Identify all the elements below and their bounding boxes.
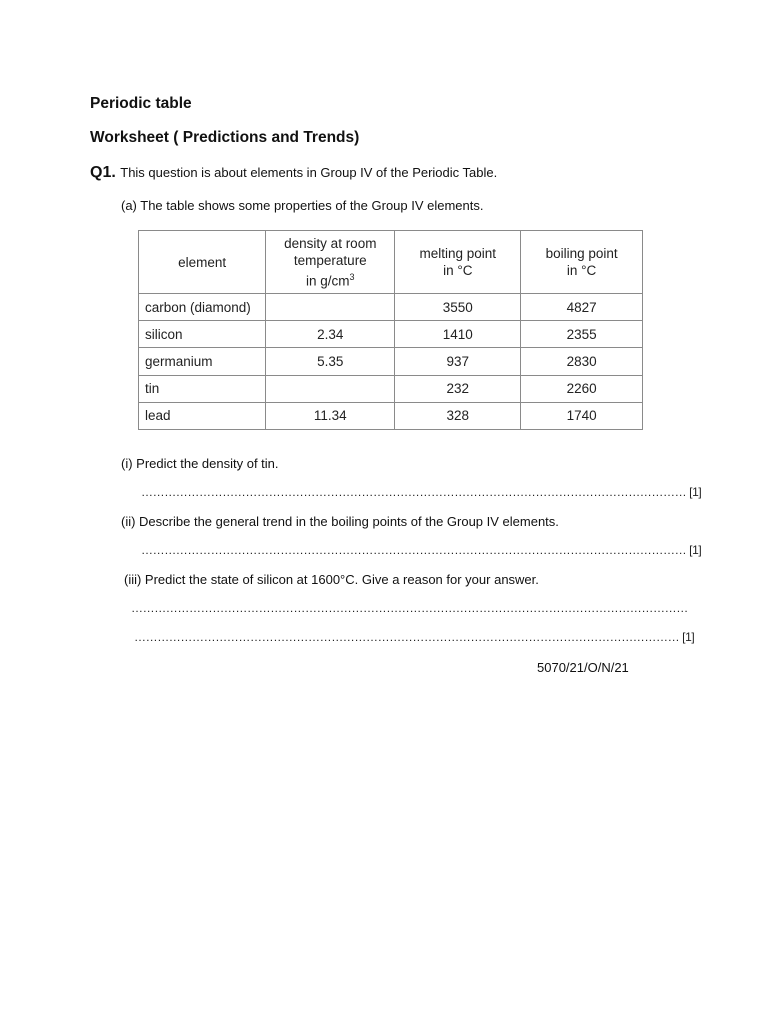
table-row xyxy=(139,294,643,321)
cell-density: 2.34 xyxy=(266,321,395,348)
cell-density: 11.34 xyxy=(266,402,395,429)
header-boiling-point: boiling point in °C xyxy=(521,231,643,294)
part-a-text: (a) The table shows some properties of the Group IV elements. xyxy=(121,198,484,213)
answer-line-i: …………………………………………………………………………………………………………………………… [1] xyxy=(141,485,702,499)
cell-element: germanium xyxy=(139,348,266,375)
part-iii-text: (iii) Predict the state of silicon at 1600°C. Give a reason for your answer. xyxy=(124,572,539,587)
cell-element: tin xyxy=(139,375,266,402)
question-1 xyxy=(90,164,497,182)
cell-density xyxy=(266,294,395,321)
answer-line-ii: …………………………………………………………………………………………………………………………… [1] xyxy=(141,543,702,557)
cell-boiling: 4827 xyxy=(521,294,643,321)
table-row xyxy=(139,348,643,375)
cell-melting: 232 xyxy=(395,375,521,402)
cell-boiling: 2355 xyxy=(521,321,643,348)
answer-line-iii-a: ……………………………………………………………………………………………………………………………… xyxy=(131,601,688,615)
cell-element: lead xyxy=(139,402,266,429)
worksheet-subtitle: Worksheet ( Predictions and Trends) xyxy=(90,129,360,146)
cell-melting: 3550 xyxy=(395,294,521,321)
cell-melting: 1410 xyxy=(395,321,521,348)
table-row xyxy=(139,321,643,348)
cell-melting: 937 xyxy=(395,348,521,375)
paper-reference: 5070/21/O/N/21 xyxy=(537,660,629,675)
table-header-row xyxy=(139,231,643,294)
question-number: Q1. xyxy=(90,164,116,181)
question-intro: This question is about elements in Group IV of the Periodic Table. xyxy=(120,165,498,180)
cell-melting: 328 xyxy=(395,402,521,429)
header-density: density at room temperature in $g/cm^3$ xyxy=(266,231,395,294)
cell-boiling: 2830 xyxy=(521,348,643,375)
page-title: Periodic table xyxy=(90,95,192,112)
cell-density: 5.35 xyxy=(266,348,395,375)
table-row xyxy=(139,402,643,429)
cell-boiling: 1740 xyxy=(521,402,643,429)
cell-element: silicon xyxy=(139,321,266,348)
table-row xyxy=(139,375,643,402)
answer-line-iii-b: …………………………………………………………………………………………………………………………… [1] xyxy=(134,630,695,644)
part-i-text: (i) Predict the density of tin. xyxy=(121,456,279,471)
part-ii-text: (ii) Describe the general trend in the boiling points of the Group IV elements. xyxy=(121,514,559,529)
cell-density xyxy=(266,375,395,402)
cell-element: carbon (diamond) xyxy=(139,294,266,321)
properties-table xyxy=(138,230,643,430)
header-melting-point: melting point in °C xyxy=(395,231,521,294)
cell-boiling: 2260 xyxy=(521,375,643,402)
header-element: element xyxy=(139,231,266,294)
